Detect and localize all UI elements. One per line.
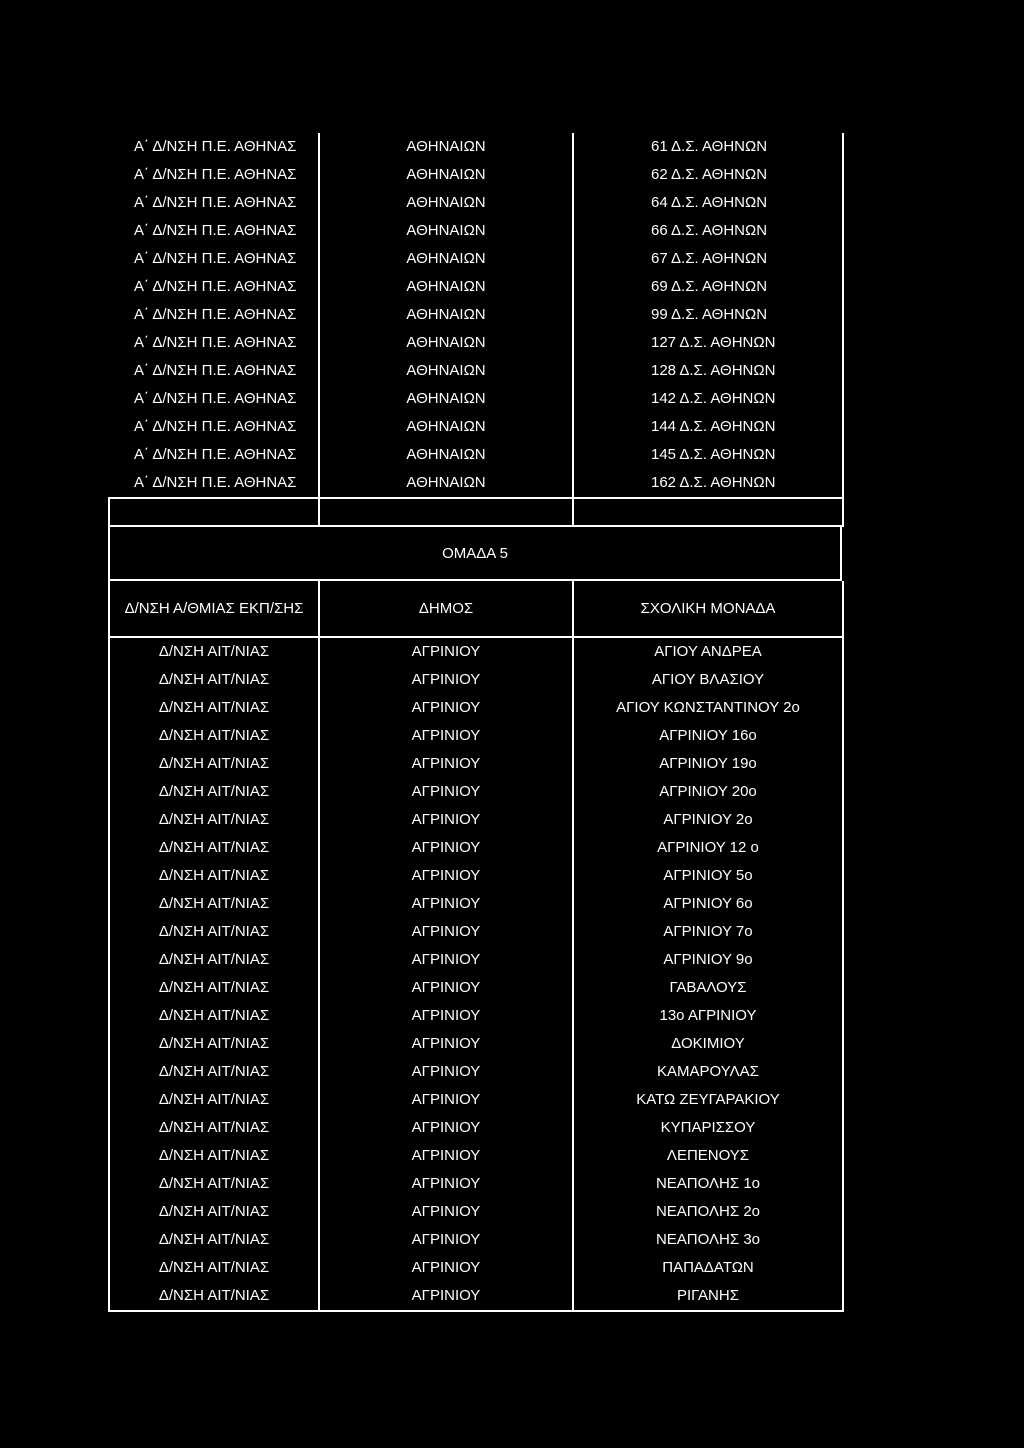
table-row	[109, 694, 843, 722]
cell-directorate: Δ/ΝΣΗ ΑΙΤ/ΝΙΑΣ	[109, 834, 319, 862]
cell-school: ΡΙΓΑΝΗΣ	[573, 1282, 843, 1311]
cell-municipality: ΑΓΡΙΝΙΟΥ	[319, 890, 573, 918]
table-row	[109, 189, 843, 217]
cell-municipality: ΑΘΗΝΑΙΩΝ	[319, 161, 573, 189]
table-row	[109, 357, 843, 385]
cell-directorate: Δ/ΝΣΗ ΑΙΤ/ΝΙΑΣ	[109, 1170, 319, 1198]
table-row	[109, 946, 843, 974]
cell-school: 145 Δ.Σ. ΑΘΗΝΩΝ	[573, 441, 843, 469]
table-row	[109, 385, 843, 413]
cell-municipality: ΑΓΡΙΝΙΟΥ	[319, 1030, 573, 1058]
cell-school: ΠΑΠΑΔΑΤΩΝ	[573, 1254, 843, 1282]
cell-school: ΑΓΙΟΥ ΒΛΑΣΙΟΥ	[573, 666, 843, 694]
cell-directorate: Δ/ΝΣΗ ΑΙΤ/ΝΙΑΣ	[109, 1058, 319, 1086]
cell-municipality: ΑΘΗΝΑΙΩΝ	[319, 133, 573, 161]
cell-school: 13ο ΑΓΡΙΝΙΟΥ	[573, 1002, 843, 1030]
cell-municipality: ΑΓΡΙΝΙΟΥ	[319, 1170, 573, 1198]
table-row	[109, 469, 843, 498]
cell-directorate: Δ/ΝΣΗ ΑΙΤ/ΝΙΑΣ	[109, 1226, 319, 1254]
cell-municipality: ΑΘΗΝΑΙΩΝ	[319, 441, 573, 469]
cell-school: 142 Δ.Σ. ΑΘΗΝΩΝ	[573, 385, 843, 413]
cell-municipality: ΑΘΗΝΑΙΩΝ	[319, 329, 573, 357]
cell-school: 127 Δ.Σ. ΑΘΗΝΩΝ	[573, 329, 843, 357]
header-row	[109, 581, 843, 637]
table-row	[109, 441, 843, 469]
table-row	[109, 1058, 843, 1086]
table-row	[109, 245, 843, 273]
cell-municipality: ΑΓΡΙΝΙΟΥ	[319, 1002, 573, 1030]
cell-school: ΚΑΤΩ ΖΕΥΓΑΡΑΚΙΟΥ	[573, 1086, 843, 1114]
cell-school: ΚΥΠΑΡΙΣΣΟΥ	[573, 1114, 843, 1142]
cell-school: 64 Δ.Σ. ΑΘΗΝΩΝ	[573, 189, 843, 217]
header-school: ΣΧΟΛΙΚΗ ΜΟΝΑΔΑ	[573, 581, 843, 637]
cell-municipality: ΑΓΡΙΝΙΟΥ	[319, 806, 573, 834]
cell-municipality: ΑΓΡΙΝΙΟΥ	[319, 778, 573, 806]
continued-table	[108, 133, 844, 527]
cell-municipality: ΑΘΗΝΑΙΩΝ	[319, 357, 573, 385]
cell-municipality: ΑΓΡΙΝΙΟΥ	[319, 862, 573, 890]
table-row	[109, 273, 843, 301]
cell-directorate: Α΄ Δ/ΝΣΗ Π.Ε. ΑΘΗΝΑΣ	[134, 194, 297, 211]
table-row	[109, 750, 843, 778]
empty-cell	[319, 498, 573, 526]
table-row	[109, 918, 843, 946]
cell-school: ΑΓΡΙΝΙΟΥ 9ο	[573, 946, 843, 974]
cell-directorate: Δ/ΝΣΗ ΑΙΤ/ΝΙΑΣ	[109, 638, 319, 666]
cell-school: 99 Δ.Σ. ΑΘΗΝΩΝ	[573, 301, 843, 329]
cell-municipality: ΑΓΡΙΝΙΟΥ	[319, 1058, 573, 1086]
cell-school: 67 Δ.Σ. ΑΘΗΝΩΝ	[573, 245, 843, 273]
group-header	[108, 581, 844, 638]
cell-municipality: ΑΓΡΙΝΙΟΥ	[319, 1114, 573, 1142]
cell-school: ΑΓΡΙΝΙΟΥ 2ο	[573, 806, 843, 834]
table-row	[109, 1198, 843, 1226]
table-row	[109, 666, 843, 694]
cell-directorate: Α΄ Δ/ΝΣΗ Π.Ε. ΑΘΗΝΑΣ	[134, 418, 297, 435]
cell-directorate: Δ/ΝΣΗ ΑΙΤ/ΝΙΑΣ	[109, 778, 319, 806]
cell-school: 162 Δ.Σ. ΑΘΗΝΩΝ	[573, 469, 843, 498]
cell-municipality: ΑΘΗΝΑΙΩΝ	[319, 301, 573, 329]
cell-directorate: Δ/ΝΣΗ ΑΙΤ/ΝΙΑΣ	[109, 1282, 319, 1311]
cell-municipality: ΑΓΡΙΝΙΟΥ	[319, 1254, 573, 1282]
cell-directorate: Α΄ Δ/ΝΣΗ Π.Ε. ΑΘΗΝΑΣ	[134, 166, 297, 183]
table-row	[109, 217, 843, 245]
cell-school: ΑΓΡΙΝΙΟΥ 6ο	[573, 890, 843, 918]
cell-municipality: ΑΓΡΙΝΙΟΥ	[319, 750, 573, 778]
table-row	[109, 1226, 843, 1254]
empty-row	[109, 498, 843, 526]
table-row	[109, 413, 843, 441]
table-row	[109, 1282, 843, 1311]
cell-municipality: ΑΘΗΝΑΙΩΝ	[319, 469, 573, 498]
cell-directorate: Δ/ΝΣΗ ΑΙΤ/ΝΙΑΣ	[109, 1002, 319, 1030]
cell-directorate: Α΄ Δ/ΝΣΗ Π.Ε. ΑΘΗΝΑΣ	[134, 390, 297, 407]
cell-school: ΑΓΙΟΥ ΑΝΔΡΕΑ	[573, 638, 843, 666]
cell-municipality: ΑΓΡΙΝΙΟΥ	[319, 1198, 573, 1226]
cell-school: 61 Δ.Σ. ΑΘΗΝΩΝ	[573, 133, 843, 161]
table-row	[109, 329, 843, 357]
cell-school: ΑΓΙΟΥ ΚΩΝΣΤΑΝΤΙΝΟΥ 2ο	[573, 694, 843, 722]
group-table-body	[109, 638, 843, 1311]
cell-school: 66 Δ.Σ. ΑΘΗΝΩΝ	[573, 217, 843, 245]
table-row	[109, 890, 843, 918]
cell-municipality: ΑΓΡΙΝΙΟΥ	[319, 1282, 573, 1311]
table-row	[109, 974, 843, 1002]
cell-school: ΑΓΡΙΝΙΟΥ 12 ο	[573, 834, 843, 862]
cell-directorate: Δ/ΝΣΗ ΑΙΤ/ΝΙΑΣ	[109, 974, 319, 1002]
cell-municipality: ΑΓΡΙΝΙΟΥ	[319, 974, 573, 1002]
table-row	[109, 1030, 843, 1058]
cell-municipality: ΑΓΡΙΝΙΟΥ	[319, 946, 573, 974]
cell-directorate: Δ/ΝΣΗ ΑΙΤ/ΝΙΑΣ	[109, 1086, 319, 1114]
cell-school: 128 Δ.Σ. ΑΘΗΝΩΝ	[573, 357, 843, 385]
cell-municipality: ΑΓΡΙΝΙΟΥ	[319, 1226, 573, 1254]
header-municipality: ΔΗΜΟΣ	[319, 581, 573, 637]
cell-municipality: ΑΓΡΙΝΙΟΥ	[319, 918, 573, 946]
cell-directorate: Δ/ΝΣΗ ΑΙΤ/ΝΙΑΣ	[109, 750, 319, 778]
cell-school: ΑΓΡΙΝΙΟΥ 19ο	[573, 750, 843, 778]
cell-municipality: ΑΘΗΝΑΙΩΝ	[319, 245, 573, 273]
header-directorate: Δ/ΝΣΗ Α/ΘΜΙΑΣ ΕΚΠ/ΣΗΣ	[109, 581, 319, 637]
cell-school: ΓΑΒΑΛΟΥΣ	[573, 974, 843, 1002]
cell-directorate: Δ/ΝΣΗ ΑΙΤ/ΝΙΑΣ	[109, 890, 319, 918]
cell-school: ΝΕΑΠΟΛΗΣ 1ο	[573, 1170, 843, 1198]
cell-directorate: Δ/ΝΣΗ ΑΙΤ/ΝΙΑΣ	[109, 918, 319, 946]
cell-directorate: Δ/ΝΣΗ ΑΙΤ/ΝΙΑΣ	[109, 1254, 319, 1282]
table-row	[109, 722, 843, 750]
table-row	[109, 1002, 843, 1030]
cell-directorate: Α΄ Δ/ΝΣΗ Π.Ε. ΑΘΗΝΑΣ	[134, 306, 297, 323]
cell-directorate: Δ/ΝΣΗ ΑΙΤ/ΝΙΑΣ	[109, 666, 319, 694]
cell-directorate: Α΄ Δ/ΝΣΗ Π.Ε. ΑΘΗΝΑΣ	[134, 250, 297, 267]
cell-directorate: Α΄ Δ/ΝΣΗ Π.Ε. ΑΘΗΝΑΣ	[134, 446, 297, 463]
table-row	[109, 862, 843, 890]
cell-school: ΔΟΚΙΜΙΟΥ	[573, 1030, 843, 1058]
table-row	[109, 834, 843, 862]
group-table	[108, 638, 844, 1312]
cell-municipality: ΑΓΡΙΝΙΟΥ	[319, 666, 573, 694]
cell-municipality: ΑΓΡΙΝΙΟΥ	[319, 1142, 573, 1170]
cell-directorate: Δ/ΝΣΗ ΑΙΤ/ΝΙΑΣ	[109, 1198, 319, 1226]
cell-directorate: Α΄ Δ/ΝΣΗ Π.Ε. ΑΘΗΝΑΣ	[134, 278, 297, 295]
cell-municipality: ΑΓΡΙΝΙΟΥ	[319, 834, 573, 862]
cell-directorate: Α΄ Δ/ΝΣΗ Π.Ε. ΑΘΗΝΑΣ	[134, 474, 297, 491]
cell-school: ΑΓΡΙΝΙΟΥ 5ο	[573, 862, 843, 890]
cell-directorate: Α΄ Δ/ΝΣΗ Π.Ε. ΑΘΗΝΑΣ	[134, 138, 297, 155]
table-row	[109, 161, 843, 189]
cell-directorate: Α΄ Δ/ΝΣΗ Π.Ε. ΑΘΗΝΑΣ	[134, 222, 297, 239]
cell-directorate: Α΄ Δ/ΝΣΗ Π.Ε. ΑΘΗΝΑΣ	[134, 334, 297, 351]
table-row	[109, 638, 843, 666]
cell-directorate: Δ/ΝΣΗ ΑΙΤ/ΝΙΑΣ	[109, 722, 319, 750]
cell-school: ΑΓΡΙΝΙΟΥ 16ο	[573, 722, 843, 750]
table-row	[109, 1254, 843, 1282]
cell-municipality: ΑΓΡΙΝΙΟΥ	[319, 694, 573, 722]
cell-municipality: ΑΘΗΝΑΙΩΝ	[319, 217, 573, 245]
table-row	[109, 1170, 843, 1198]
cell-municipality: ΑΘΗΝΑΙΩΝ	[319, 273, 573, 301]
table-row	[109, 778, 843, 806]
cell-school: 144 Δ.Σ. ΑΘΗΝΩΝ	[573, 413, 843, 441]
empty-cell	[573, 498, 843, 526]
cell-school: 62 Δ.Σ. ΑΘΗΝΩΝ	[573, 161, 843, 189]
cell-directorate: Δ/ΝΣΗ ΑΙΤ/ΝΙΑΣ	[109, 862, 319, 890]
cell-municipality: ΑΘΗΝΑΙΩΝ	[319, 189, 573, 217]
table-row	[109, 806, 843, 834]
table-row	[109, 301, 843, 329]
table-row	[109, 1142, 843, 1170]
cell-school: 69 Δ.Σ. ΑΘΗΝΩΝ	[573, 273, 843, 301]
cell-directorate: Δ/ΝΣΗ ΑΙΤ/ΝΙΑΣ	[109, 946, 319, 974]
table-row	[109, 1086, 843, 1114]
table-row	[109, 1114, 843, 1142]
empty-cell	[109, 498, 319, 526]
cell-directorate: Δ/ΝΣΗ ΑΙΤ/ΝΙΑΣ	[109, 1030, 319, 1058]
cell-school: ΛΕΠΕΝΟΥΣ	[573, 1142, 843, 1170]
cell-directorate: Δ/ΝΣΗ ΑΙΤ/ΝΙΑΣ	[109, 806, 319, 834]
cell-directorate: Δ/ΝΣΗ ΑΙΤ/ΝΙΑΣ	[109, 694, 319, 722]
cell-municipality: ΑΘΗΝΑΙΩΝ	[319, 385, 573, 413]
cell-directorate: Δ/ΝΣΗ ΑΙΤ/ΝΙΑΣ	[109, 1142, 319, 1170]
cell-school: ΝΕΑΠΟΛΗΣ 2ο	[573, 1198, 843, 1226]
group-title: ΟΜΑΔΑ 5	[108, 527, 842, 581]
cell-municipality: ΑΓΡΙΝΙΟΥ	[319, 1086, 573, 1114]
cell-municipality: ΑΘΗΝΑΙΩΝ	[319, 413, 573, 441]
cell-directorate: Α΄ Δ/ΝΣΗ Π.Ε. ΑΘΗΝΑΣ	[134, 362, 297, 379]
cell-municipality: ΑΓΡΙΝΙΟΥ	[319, 638, 573, 666]
cell-directorate: Δ/ΝΣΗ ΑΙΤ/ΝΙΑΣ	[109, 1114, 319, 1142]
cell-municipality: ΑΓΡΙΝΙΟΥ	[319, 722, 573, 750]
cell-school: ΑΓΡΙΝΙΟΥ 7ο	[573, 918, 843, 946]
cell-school: ΑΓΡΙΝΙΟΥ 20ο	[573, 778, 843, 806]
document-page	[108, 133, 842, 1312]
cell-school: ΚΑΜΑΡΟΥΛΑΣ	[573, 1058, 843, 1086]
continued-table-body	[109, 133, 843, 526]
cell-school: ΝΕΑΠΟΛΗΣ 3ο	[573, 1226, 843, 1254]
table-row	[109, 133, 843, 161]
